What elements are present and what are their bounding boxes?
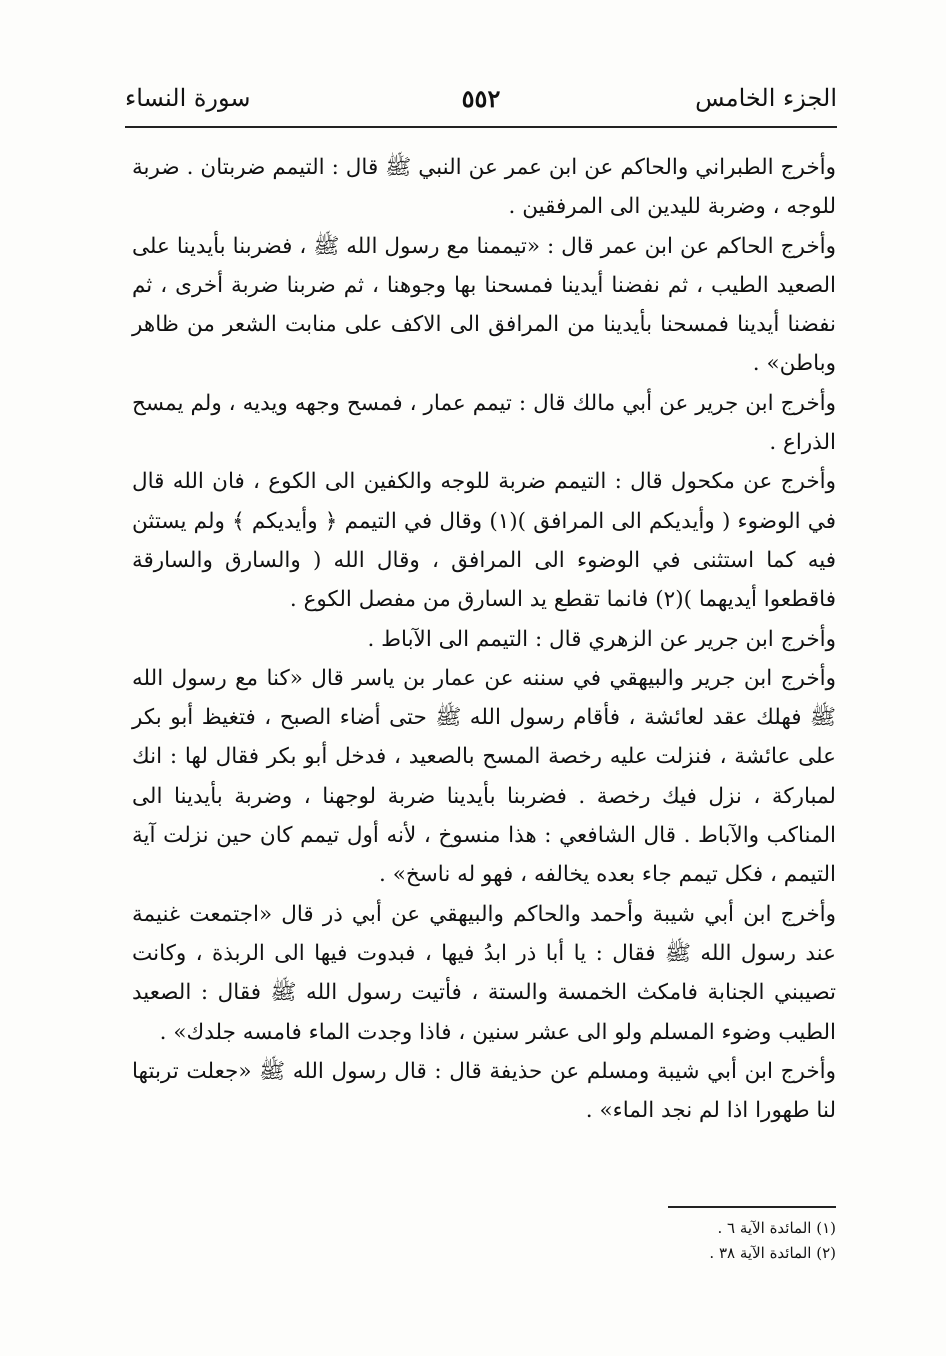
surah-title: سورة النساء	[125, 84, 251, 112]
footnote: (٢) المائدة الآية ٣٨ .	[709, 1244, 836, 1262]
footnote: (١) المائدة الآية ٦ .	[717, 1219, 836, 1237]
paragraph: وأخرج ابن جرير عن أبي مالك قال : تيمم عمار ، فمسح وجهه ويديه ، ولم يمسح الذراع .	[132, 390, 836, 456]
body-text	[132, 148, 836, 1130]
footnote-rule	[668, 1206, 836, 1208]
paragraph: وأخرج ابن أبي شيبة وأحمد والحاكم والبيهقي عن أبي ذر قال «اجتمعت غنيمة عند رسول الله ﷺ فقال : يا أبا ذر ابدُ فيها ، فبدوت فيها الى الربذة ، وكانت تصيبني الجنابة فامكث الخمسة والستة ، فأتيت رسول الله ﷺ فقال : الصعيد الطيب وضوء المسلم ولو الى عشر سنين ، فاذا وجدت الماء فامسه جلدك» .	[132, 901, 836, 1045]
running-header	[125, 84, 837, 128]
part-title: الجزء الخامس	[695, 84, 837, 112]
footnotes	[436, 1216, 836, 1266]
header-rule	[125, 126, 837, 128]
page-number: ٥٥٢	[461, 84, 501, 113]
paragraph: وأخرج عن مكحول قال : التيمم ضربة للوجه والكفين الى الكوع ، فان الله قال في الوضوء ( وأيديكم الى المرافق )(١) وقال في التيمم ﴿ وأيديكم ﴾ ولم يستثن فيه كما استثنى في الوضوء الى المرافق ، وقال الله ( والسارق والسارقة فاقطعوا أيديهما )(٢) فانما تقطع يد السارق من مفصل الكوع .	[132, 469, 836, 613]
paragraph: وأخرج الطبراني والحاكم عن ابن عمر عن النبي ﷺ قال : التيمم ضربتان . ضربة للوجه ، وضربة لليدين الى المرفقين .	[132, 155, 836, 220]
paragraph: وأخرج ابن أبي شيبة ومسلم عن حذيفة قال : قال رسول الله ﷺ «جعلت تربتها لنا طهورا اذا لم نجد الماء» .	[132, 1058, 836, 1124]
paragraph: وأخرج ابن جرير والبيهقي في سننه عن عمار بن ياسر قال «كنا مع رسول الله ﷺ فهلك عقد لعائشة ، فأقام رسول الله ﷺ حتى أضاء الصبح ، فتغيظ أبو بكر على عائشة ، فنزلت عليه رخصة المسح بالصعيد ، فدخل أبو بكر فقال لها : انك لمباركة ، نزل فيك رخصة . فضربنا بأيدينا ضربة لوجهنا ، وضربة بأيدينا الى المناكب والآباط . قال الشافعي : هذا منسوخ ، لأنه أول تيمم كان حين نزلت آية التيمم ، فكل تيمم جاء بعده يخالفه ، فهو له ناسخ» .	[132, 665, 836, 888]
paragraph: وأخرج ابن جرير عن الزهري قال : التيمم الى الآباط .	[367, 626, 836, 652]
paragraph: وأخرج الحاكم عن ابن عمر قال : «تيممنا مع رسول الله ﷺ ، فضربنا بأيدينا على الصعيد الطيب ، ثم نفضنا أيدينا فمسحنا بها وجوهنا ، ثم ضربنا ضربة أخرى ، ثم نفضنا أيدينا فمسحنا بأيدينا من المرافق الى الاكف على منابت الشعر من ظاهر وباطن» .	[132, 233, 836, 377]
